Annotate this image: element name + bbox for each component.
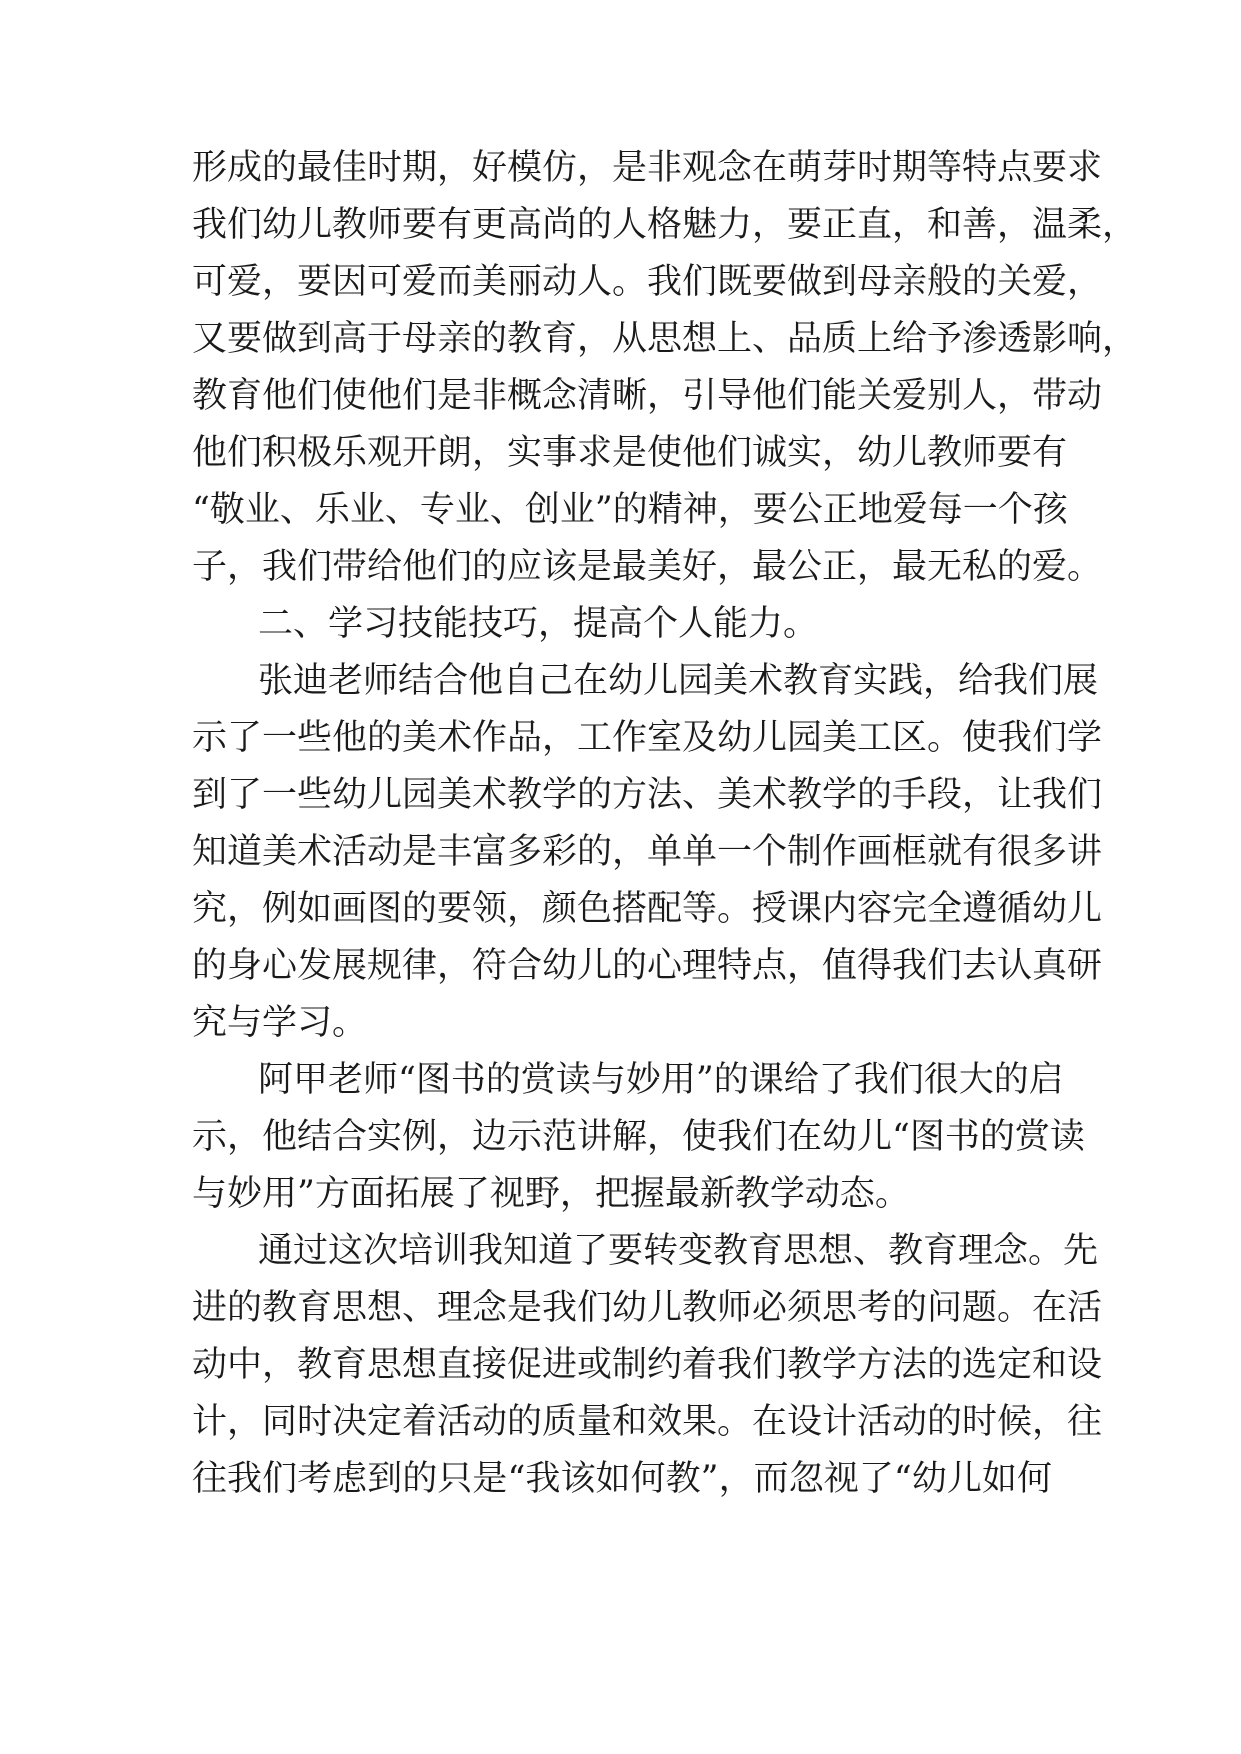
- text-line: 进的教育思想、理念是我们幼儿教师必须思考的问题。在活: [192, 1288, 1103, 1328]
- text-line: 动中，教育思想直接促进或制约着我们教学方法的选定和设: [192, 1345, 1103, 1385]
- text-line: 子，我们带给他们的应该是最美好，最公正，最无私的爱。: [192, 547, 1103, 587]
- text-line: “敬业、乐业、专业、创业”的精神，要公正地爱每一个孩: [192, 490, 1068, 530]
- text-line: 的身心发展规律，符合幼儿的心理特点，值得我们去认真研: [192, 946, 1103, 986]
- text-line: 究，例如画图的要领，颜色搭配等。授课内容完全遵循幼儿: [192, 889, 1103, 929]
- text-line: 张迪老师结合他自己在幼儿园美术教育实践，给我们展: [258, 661, 1099, 701]
- text-line: 往我们考虑到的只是“我该如何教”，而忽视了“幼儿如何: [192, 1459, 1052, 1499]
- text-line: 到了一些幼儿园美术教学的方法、美术教学的手段，让我们: [192, 775, 1103, 815]
- text-line: 又要做到高于母亲的教育，从思想上、品质上给予渗透影响，: [192, 319, 1138, 359]
- text-line: 阿甲老师“图书的赏读与妙用”的课给了我们很大的启: [258, 1060, 1064, 1100]
- text-line: 通过这次培训我知道了要转变教育思想、教育理念。先: [258, 1231, 1099, 1271]
- text-line: 与妙用”方面拓展了视野，把握最新教学动态。: [192, 1174, 910, 1214]
- text-line: 究与学习。: [192, 1003, 368, 1043]
- text-line: 知道美术活动是丰富多彩的，单单一个制作画框就有很多讲: [192, 832, 1103, 872]
- text-line: 他们积极乐观开朗，实事求是使他们诚实，幼儿教师要有: [192, 433, 1068, 473]
- text-line: 教育他们使他们是非概念清晰，引导他们能关爱别人，带动: [192, 376, 1103, 416]
- text-line: 示了一些他的美术作品，工作室及幼儿园美工区。使我们学: [192, 718, 1103, 758]
- text-line: 形成的最佳时期，好模仿，是非观念在萌芽时期等特点要求: [192, 148, 1103, 188]
- section-heading: 二、学习技能技巧，提高个人能力。: [258, 604, 819, 644]
- text-line: 计，同时决定着活动的质量和效果。在设计活动的时候，往: [192, 1402, 1103, 1442]
- text-line: 可爱，要因可爱而美丽动人。我们既要做到母亲般的关爱，: [192, 262, 1103, 302]
- text-line: 我们幼儿教师要有更高尚的人格魅力，要正直，和善，温柔，: [192, 205, 1138, 245]
- text-line: 示，他结合实例，边示范讲解，使我们在幼儿“图书的赏读: [192, 1117, 1085, 1157]
